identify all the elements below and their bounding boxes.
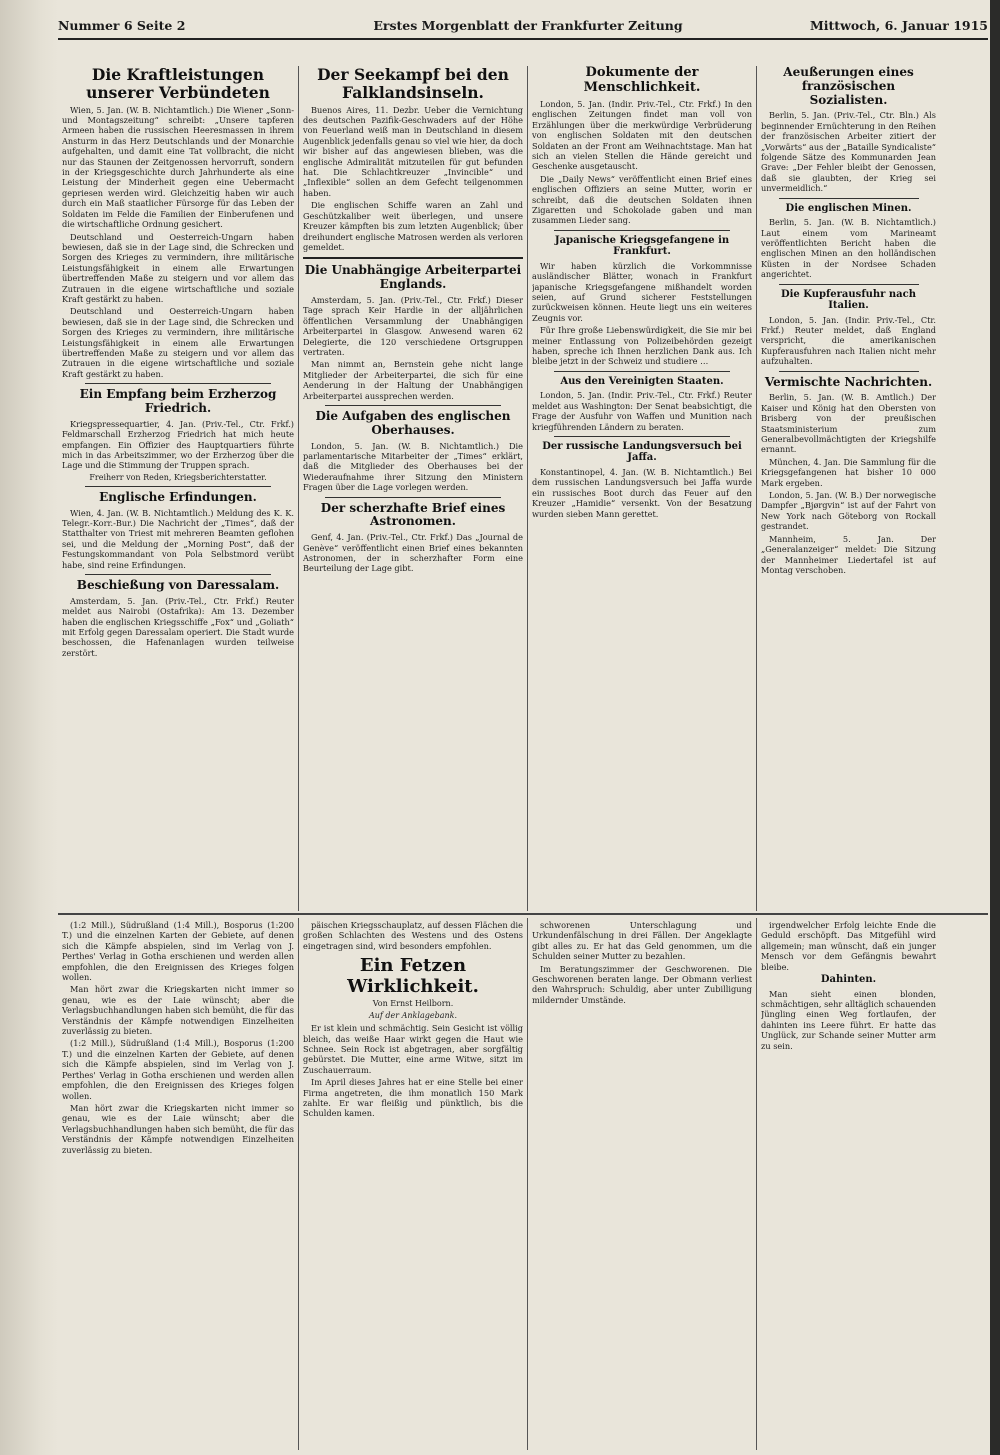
column-rule: [527, 66, 528, 911]
separator: [779, 371, 919, 372]
article-paragraph: Wien, 4. Jan. (W. B. Nichtamtlich.) Meldung des K. K. Telegr.-Korr.-Bur.) Die Nachricht der „Times“, daß der Statthalter von Triest mit mehreren Beamten geflohen sei, und die Meldung der „Morning Post“, daß der Festungskommandant von Pola Selbstmord verübt habe, sind reine Erfindungen.: [62, 507, 294, 570]
article-paragraph: Für Ihre große Liebenswürdigkeit, die Sie mir bei meiner Entlassung von Polizeibehörden gezeigt haben, spreche ich Ihnen herzlichen Dank aus. Ich bleibe jetzt in der Schweiz und studiere …: [532, 325, 752, 367]
article-paragraph: London, 5. Jan. (Indir. Priv.-Tel., Ctr. Frkf.) Reuter meldet, daß England verspricht, die amerikanischen Kupferausfuhren nach Italien nicht mehr aufzuhalten.: [761, 314, 936, 367]
article-paragraph: London, 5. Jan. (Indir. Priv.-Tel., Ctr. Frkf.) In den englischen Zeitungen findet man voll von Erzählungen über die merkwürdige Verbrüderung von englischen Soldaten mit den deutschen Soldaten an der Front am Weihnachtstage. Man hat sich an vielen Stellen die Hände gereicht und Geschenke ausgetauscht.: [532, 98, 752, 172]
article-paragraph: Berlin, 5. Jan. (W. B. Nichtamtlich.) Laut einem vom Marineamt veröffentlichten Bericht haben die englischen Minen an den holländischen Küsten in der Nordsee Schaden angerichtet.: [761, 217, 936, 280]
separator: [554, 371, 730, 372]
headline-vereinigte-staaten: Aus den Vereinigten Staaten.: [560, 375, 724, 387]
separator: [554, 230, 730, 231]
headline-jaffa: Der russische Landungsversuch bei Jaffa.: [542, 440, 742, 464]
article-paragraph: Genf, 4. Jan. (Priv.-Tel., Ctr. Frkf.) Das „Journal de Genève“ veröffentlicht einen Brief eines bekannten Astronomen, der in scherzhafter Form eine Beurteilung der Lage gibt.: [303, 532, 523, 574]
headline-oberhaus: Die Aufgaben des englischen Oberhauses.: [315, 408, 511, 437]
masthead: [58, 16, 988, 40]
article-paragraph: Kriegspressequartier, 4. Jan. (Priv.-Tel., Ctr. Frkf.) Feldmarschall Erzherzog Friedrich hat mich heute empfangen. Ein Offizier des Hauptquartiers führte mich in das Arbeitszimmer, wo der Erzherzog über die Lage und die Stimmung der Truppen sprach.: [62, 418, 294, 471]
column-1: [62, 66, 294, 911]
separator: [85, 574, 271, 575]
feuilleton-paragraph: (1:2 Mill.), Südrußland (1:4 Mill.), Bosporus (1:200 T.) und die einzelnen Karten der Gebiete, auf denen sich die Kämpfe abspielen, sind im Verlag von J. Perthes' Verlag in Gotha erschienen und werden allen empfohlen, die den Ereignissen des Krieges folgen wollen.: [62, 920, 294, 983]
article-paragraph: Wien, 5. Jan. (W. B. Nichtamtlich.) Die Wiener „Sonn- und Montagszeitung“ schreibt: „Unsere tapferen Armeen haben die russischen Heeresmassen in ihrem Ansturm in das Herz Deutschlands und der Monarchie aufgehalten, und damit eine Tat vollbracht, die nicht nur das Staunen der Zeitgenossen hervorruft, sondern in der Kriegsgeschichte durch Jahrhunderte als eine Leistung der Minderheit gegen eine Uebermacht gepriesen werden wird. Gleichzeitig haben wir auch durch ein Maß staatlicher Fürsorge für das Leben der Soldaten im Felde die Familien der Einberufenen und die wirtschaftliche Ordnung gesichert.: [62, 104, 294, 230]
headline-kupfer: Die Kupferausfuhr nach Italien.: [780, 288, 917, 312]
column-rule: [756, 66, 757, 911]
scan-edge: [990, 0, 1000, 1455]
article-paragraph: Berlin, 5. Jan. (W. B. Amtlich.) Der Kaiser und König hat den Obersten von Brisberg von der preußischen Staatsministerium zum Generalbevollmächtigten der Kriegshilfe ernannt.: [761, 392, 936, 455]
article-paragraph: Man nimmt an, Bernstein gehe nicht lange Mitglieder der Arbeiterpartei, die sich für eine Aenderung in der Haltung der Unabhängigen Arbeiterpartei aussprechen werden.: [303, 359, 523, 401]
article-paragraph: London, 5. Jan. (W. B.) Der norwegische Dampfer „Bjørgvin“ ist auf der Fahrt von New York nach Göteborg von Rockall gestrandet.: [761, 490, 936, 532]
issue-number: Nummer 6 Seite 2: [58, 18, 186, 33]
headline-arbeiterpartei: Die Unabhängige Arbeiterpartei Englands.: [304, 263, 522, 292]
column-rule: [756, 918, 757, 1450]
headline-japaner: Japanische Kriegsgefangene in Frankfurt.: [554, 234, 730, 258]
headline-kraftleistungen: Die Kraftleistungen unserer Verbündeten: [86, 66, 270, 102]
page-gutter: [0, 0, 58, 1455]
article-paragraph: München, 4. Jan. Die Sammlung für die Kriegsgefangenen hat bisher 10 000 Mark ergeben.: [761, 456, 936, 488]
separator: [779, 284, 919, 285]
feuilleton-section-head: Dahinten.: [820, 974, 877, 986]
headline-daressalam: Beschießung von Daressalam.: [76, 578, 280, 593]
feuilleton-paragraph: irgendwelcher Erfolg leichte Ende die Geduld erschöpft. Das Mitgefühl wird allgemein; man wünscht, daß ein junger Mensch vor dem Gefängnis bewahrt bleibe.: [761, 920, 936, 972]
feuilleton-paragraph: päischen Kriegsschauplatz, auf dessen Flächen die großen Schlachten des Westens und des Ostens eingetragen sind, wird besonders empfohlen.: [303, 920, 523, 951]
newspaper-title: Erstes Morgenblatt der Frankfurter Zeitung: [373, 18, 683, 33]
feuilleton-paragraph: Man hört zwar die Kriegskarten nicht immer so genau, wie es der Laie wünscht; aber die Verlagsbuchhandlungen haben sich bemüht, die für das Verständnis der Kämpfe notwendigen Einzelheiten zuverlässig zu bieten.: [62, 984, 294, 1037]
column-rule: [298, 918, 299, 1450]
feuilleton-paragraph: (1:2 Mill.), Südrußland (1:4 Mill.), Bosporus (1:200 T.) und die einzelnen Karten der Gebiete, auf denen sich die Kämpfe abspielen, sind im Verlag von J. Perthes' Verlag in Gotha erschienen und werden allen empfohlen, die den Ereignissen des Krieges folgen wollen.: [62, 1038, 294, 1101]
article-paragraph: Berlin, 5. Jan. (Priv.-Tel., Ctr. Bln.) Als beginnender Ernüchterung in den Reihen der französischen Arbeiter zitiert der „Vorwärts“ aus der „Bataille Syndicaliste“ folgende Sätze des Kommunarden Jean Grave: „Der Fehler bleibt der Genossen, daß sie glaubten, der Krieg sei unvermeidlich.“: [761, 110, 936, 194]
headline-erzherzog: Ein Empfang beim Erzherzog Friedrich.: [79, 387, 277, 415]
column-rule: [298, 66, 299, 911]
headline-sozialist: Aeußerungen eines französischen Sozialisten.: [783, 66, 914, 107]
feuilleton-subtitle: Auf der Anklagebank.: [368, 1011, 458, 1021]
headline-vermischtes: Vermischte Nachrichten.: [764, 374, 933, 389]
feuilleton-paragraph: Man sieht einen blonden, schmächtigen, sehr alltäglich schauenden Jüngling einen Weg fortlaufen, der dahinten ins Leere führt. Er hatte das Unglück, zur Schande seiner Mutter arm zu sein.: [761, 988, 936, 1051]
separator: [325, 405, 501, 406]
column-2: [303, 66, 523, 911]
feuilleton-paragraph: Man hört zwar die Kriegskarten nicht immer so genau, wie es der Laie wünscht; aber die Verlagsbuchhandlungen haben sich bemüht, die für das Verständnis der Kämpfe notwendigen Einzelheiten zuverlässig zu bieten.: [62, 1102, 294, 1155]
headline-astronom: Der scherzhafte Brief eines Astronomen.: [320, 500, 506, 529]
article-paragraph: Buenos Aires, 11. Dezbr. Ueber die Vernichtung des deutschen Pazifik-Geschwaders auf der Höhe von Feuerland weiß man in Deutschland in diesem Augenblick jedenfalls genau so viel wie hier, da doch wir bisher auf das angewiesen blieben, was die englische Admiralität mitzuteilen für gut befunden hat. Die Schlachtkreuzer „Invincible“ und „Inflexible“ sollen an dem Gefecht teilgenommen haben.: [303, 104, 523, 198]
feuilleton-column-4: [761, 920, 936, 1450]
headline-menschlichkeit: Dokumente der Menschlichkeit.: [583, 66, 701, 95]
feuilleton-author: Von Ernst Heilborn.: [372, 999, 454, 1009]
article-paragraph: Konstantinopel, 4. Jan. (W. B. Nichtamtlich.) Bei dem russischen Landungsversuch bei Jaffa wurde ein russisches Boot durch das Feuer auf den Kreuzer „Hamidie“ versenkt. Von der Besatzung wurden sieben Mann gerettet.: [532, 466, 752, 519]
article-paragraph: Amsterdam, 5. Jan. (Priv.-Tel., Ctr. Frkf.) Dieser Tage sprach Keir Hardie in der alljährlichen öffentlichen Versammlung der Unabhängigen Arbeiterpartei in Glasgow. Anwesend waren 62 Delegierte, die 120 verschiedene Ortsgruppen vertraten.: [303, 294, 523, 357]
article-paragraph: Deutschland und Oesterreich-Ungarn haben bewiesen, daß sie in der Lage sind, die Schrecken und Sorgen des Krieges zu vermindern, ihre militärische Leistungsfähigkeit in einem alle Erwartungen übertreffenden Maße zu steigern und vor allem das Zutrauen in die eigene wirtschaftliche und soziale Kraft gestärkt zu haben.: [62, 231, 294, 304]
column-3: [532, 66, 752, 911]
feuilleton-paragraph: schworenen Unterschlagung und Urkundenfälschung in drei Fällen. Der Angeklagte gibt alles zu. Er hat das Geld genommen, um die Schulden seiner Mutter zu bezahlen.: [532, 920, 752, 962]
article-paragraph: Mannheim, 5. Jan. Der „Generalanzeiger“ meldet: Die Sitzung der Mannheimer Liedertafel ist auf Montag verschoben.: [761, 533, 936, 575]
headline-minen: Die englischen Minen.: [785, 202, 912, 214]
feuilleton-title: Ein Fetzen Wirklichkeit.: [347, 955, 479, 998]
headline-erfindungen: Englische Erfindungen.: [99, 489, 257, 504]
adjacent-column-cut: [938, 60, 990, 1455]
feuilleton-column-1: [62, 920, 294, 1450]
separator: [779, 198, 919, 199]
column-4: [761, 66, 936, 911]
feuilleton-column-2: [303, 920, 523, 1450]
byline: Freiherr von Reden, Kriegsberichterstatter.: [89, 472, 267, 482]
article-paragraph: Deutschland und Oesterreich-Ungarn haben bewiesen, daß sie in der Lage sind, die Schrecken und Sorgen des Krieges zu vermindern, ihre militärische Leistungsfähigkeit in einem alle Erwartungen übertreffenden Maße zu steigern und vor allem das Zutrauen in die eigene wirtschaftliche und soziale Kraft gestärkt zu haben.: [62, 306, 294, 379]
article-paragraph: Wir haben kürzlich die Vorkommnisse ausländischer Blätter, wonach in Frankfurt japanische Kriegsgefangene mißhandelt worden seien, auf Grund sicherer Feststellungen zurückweisen können. Heute liegt uns ein weiteres Zeugnis vor.: [532, 260, 752, 323]
separator: [554, 436, 730, 437]
article-paragraph: Die „Daily News“ veröffentlicht einen Brief eines englischen Offiziers an seine Mutter, worin er schreibt, daß die deutschen Soldaten ihnen Zigaretten und Schokolade gaben und man zusammen Lieder sang.: [532, 173, 752, 226]
headline-seekampf: Der Seekampf bei den Falklandsinseln.: [317, 66, 509, 102]
feuilleton-paragraph: Er ist klein und schmächtig. Sein Gesicht ist völlig bleich, das weiße Haar wirkt gegen die Haut wie Schnee. Sein Rock ist abgetragen, aber sorgfältig gebürstet. Die Mutter, eine arme Witwe, sitzt im Zuschauerraum.: [303, 1023, 523, 1075]
feuilleton-column-3: [532, 920, 752, 1450]
separator: [85, 383, 271, 384]
article-paragraph: London, 5. Jan. (Indir. Priv.-Tel., Ctr. Frkf.) Reuter meldet aus Washington: Der Senat beabsichtigt, die Frage der Ausfuhr von Waffen und Munition nach kriegführenden Ländern zu beraten.: [532, 390, 752, 432]
feuilleton-paragraph: Im Beratungszimmer der Geschworenen. Die Geschworenen beraten lange. Der Obmann verliest den Wahrspruch: Schuldig, aber unter Zubilligung mildernder Umstände.: [532, 963, 752, 1005]
article-paragraph: Amsterdam, 5. Jan. (Priv.-Tel., Ctr. Frkf.) Reuter meldet aus Nairobi (Ostafrika): Am 13. Dezember haben die englischen Kriegsschiffe „Fox“ und „Goliath“ mit Erfolg gegen Daressalam operiert. Die Stadt wurde beschossen, die Hafenanlagen wurden teilweise zerstört.: [62, 595, 294, 658]
column-rule: [527, 918, 528, 1450]
separator: [85, 486, 271, 487]
section-divider: [58, 913, 988, 915]
feuilleton-paragraph: Im April dieses Jahres hat er eine Stelle bei einer Firma angetreten, die ihm monatlich 150 Mark zahlte. Er war fleißig und pünktlich, bis die Schulden kamen.: [303, 1077, 523, 1119]
separator: [303, 257, 523, 259]
issue-date: Mittwoch, 6. Januar 1915: [809, 18, 988, 33]
article-paragraph: London, 5. Jan. (W. B. Nichtamtlich.) Die parlamentarische Mitarbeiter der „Times“ erklärt, daß die Mitglieder des Oberhauses bei der Wiederaufnahme ihrer Sitzung den Ministern Fragen über die Lage vorlegen werden.: [303, 440, 523, 493]
article-paragraph: Die englischen Schiffe waren an Zahl und Geschützkaliber weit überlegen, und unsere Kreuzer kämpften bis zum letzten Augenblick; über dreihundert englische Matrosen werden als verloren gemeldet.: [303, 200, 523, 252]
separator: [325, 497, 501, 498]
